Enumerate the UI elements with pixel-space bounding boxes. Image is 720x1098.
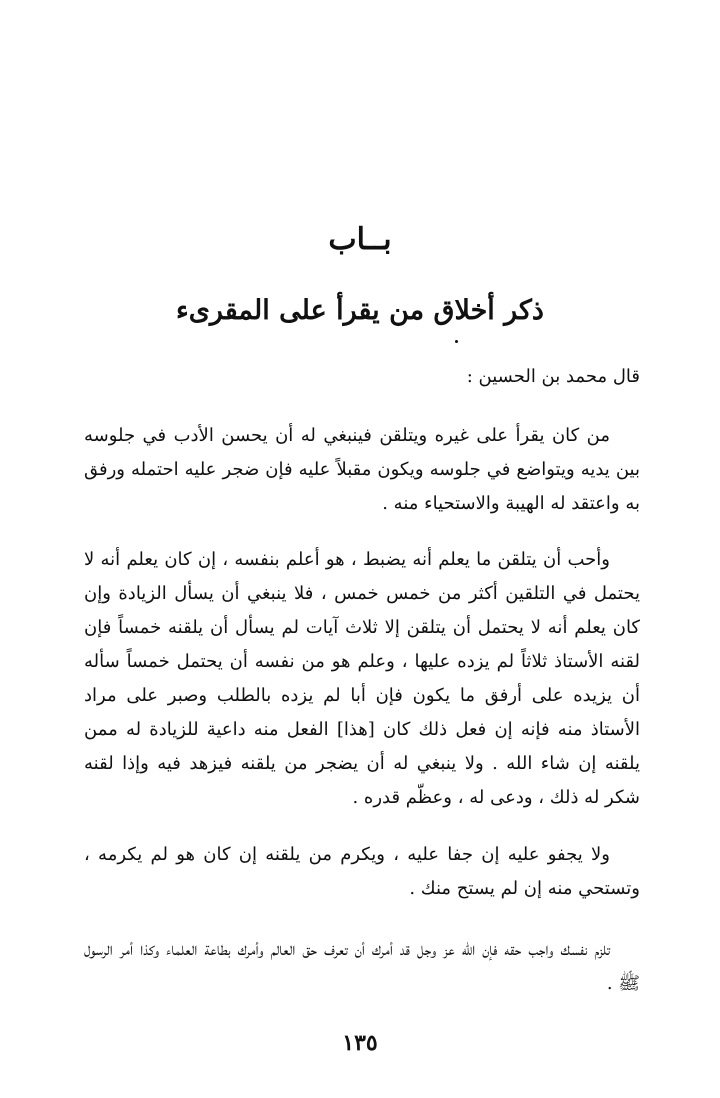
narrator-line: قال محمد بن الحسين : <box>466 366 640 387</box>
paragraph-3: ولا يجفو عليه إن جفا عليه ، ويكرم من يلقنه إن كان هو لم يكرمه ، وتستحي منه إن لم يستح منك . <box>84 844 640 899</box>
chapter-heading: بــاب <box>328 222 392 257</box>
page-number: ١٣٥ <box>342 1030 378 1056</box>
ornament-dot <box>455 340 458 343</box>
paragraph-1: من كان يقرأ على غيره ويتلقن فينبغي له أن يحسن الأدب في جلوسه بين يديه ويتواضع في جلوسه ويكون مقبلاً عليه فإن ضجر عليه احتمله ورفق به واعتقد له الهيبة والاستحياء منه . <box>84 425 640 514</box>
paragraph-4: تلزم نفسك واجب حقه فإن الله عز وجل قد أمرك أن تعرف حق العالم وأمرك بطاعة العلماء وكذا أمر الرسول ﷺ . <box>84 939 640 994</box>
chapter-title: ذكر أخلاق من يقرأ على المقرىء <box>176 295 544 326</box>
paragraph-2: وأحب أن يتلقن ما يعلم أنه يضبط ، هو أعلم بنفسه ، إن كان يعلم أنه لا يحتمل في التلقين أكثر من خمس خمس ، فلا ينبغي أن يسأل الزيادة وإن كان يعلم أنه لا يحتمل أن يتلقن إلا ثلاث آيات لم يسأل أن يلقنه خمساً فإن لقنه الأستاذ ثلاثاً لم يزده عليها ، وعلم هو من نفسه أن يحتمل خمساً سأله أن يزيده على أرفق ما يكون فإن أبا لم يزده بالطلب وصبر على مراد الأستاذ منه فإنه إن فعل ذلك كان [هذا] الفعل منه داعية للزيادة له ممن يلقنه إن شاء الله . ولا ينبغي له أن يضجر من يلقنه فيزهد فيه وإذا لقنه شكر له ذلك ، ودعى له ، وعظّم قدره . <box>84 549 640 808</box>
